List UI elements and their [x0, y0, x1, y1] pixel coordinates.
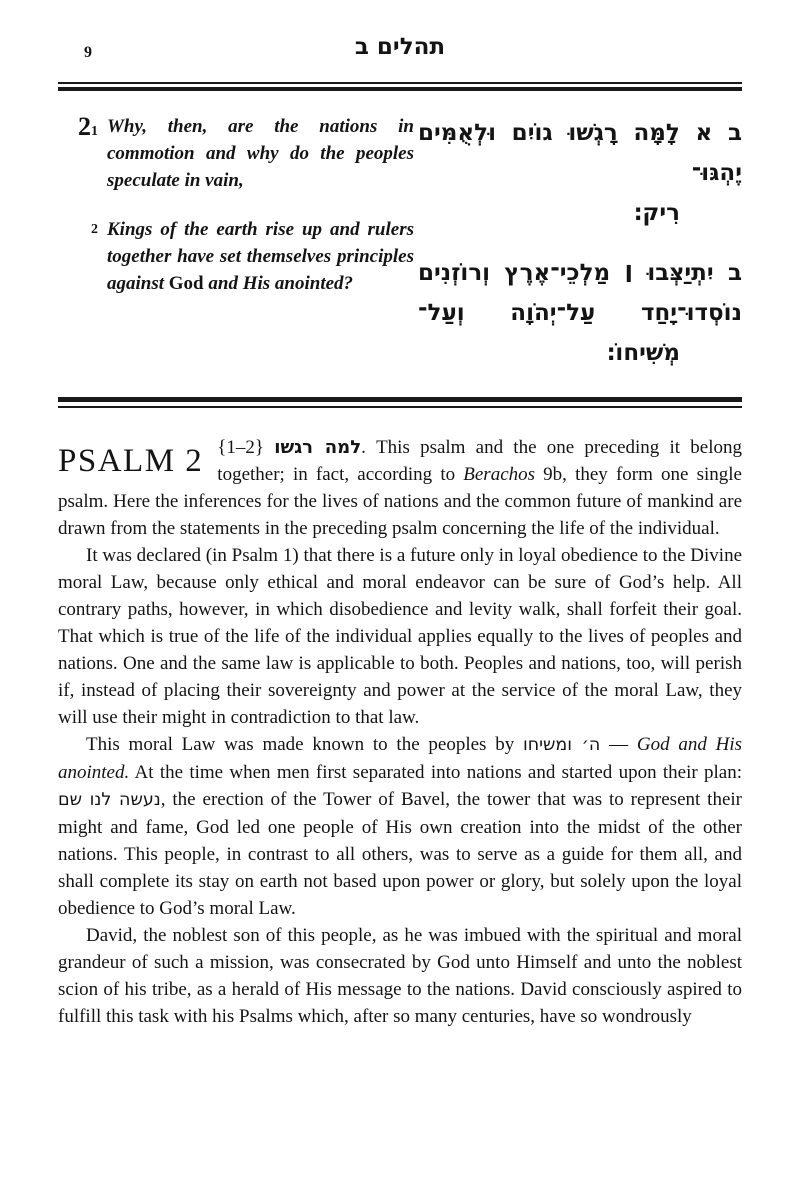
text-run: {1–2} — [217, 437, 275, 458]
chapter-number: 2 — [78, 112, 91, 141]
hebrew-text-column — [418, 113, 742, 373]
text-run: . This psalm and the one preceding it belong together; in fact, according to — [217, 437, 742, 485]
text-run: David, the noblest son of this people, as he was imbued with the spiritual and moral grandeur of such a mission, was consecrated by God unto Himself and unto the noblest scion of his tribe, as a herald of His message to the nations. David consciously aspired to fulfill this task with his Psalms which, after so many centuries, have so wondrously — [58, 925, 742, 1027]
text-run: Why, then, are the nations in commotion and why do the peoples speculate in vain, — [107, 116, 414, 191]
text-run: God — [168, 273, 204, 294]
hebrew-verse-line: רִיק׃ — [633, 200, 680, 226]
text-run: נעשה לנו שם — [58, 790, 161, 810]
header-title-hebrew: תהלים ב — [354, 34, 446, 60]
verse-2-english-text — [107, 216, 414, 297]
verse-1-hebrew-text — [418, 113, 742, 233]
text-run: and His anointed? — [203, 273, 354, 294]
hebrew-verse-line: נוֹסְדוּ־יָחַד עַל־יְהֹוָה וְעַל־ — [418, 300, 742, 326]
text-run: 9b, they form one single psalm. Here the inferences for the lives of nations and the common future of mankind are drawn from the statements in the preceding psalm concerning the life of the individual. — [58, 464, 742, 539]
text-run: This moral Law was made known to the peoples by — [86, 734, 523, 755]
divider-thick-line — [58, 397, 742, 402]
commentary-section — [58, 434, 742, 1030]
header-rule-thick-line — [58, 87, 742, 91]
hebrew-verse-line: מְשִׁיחוֹ׃ — [606, 340, 680, 366]
text-run: — — [600, 734, 637, 755]
psalm-heading: PSALM 2 — [58, 443, 204, 479]
text-run: Kings of the earth rise up and rulers together have set themselves principles against — [107, 219, 414, 294]
section-divider — [58, 397, 742, 408]
hebrew-verse-line: ב יִתְיַצְּבוּ ׀ מַלְכֵי־אֶרֶץ וְרוֹזְנִים — [418, 260, 742, 286]
hebrew-verse-line: ב א לָמָּה רָגְשׁוּ גוֹיִם וּלְאֻמִּים יֶהְגּוּ־ — [418, 120, 742, 186]
header-rule — [58, 82, 742, 91]
commentary-paragraph-2 — [58, 542, 742, 731]
verse-1-numbers — [58, 113, 107, 194]
divider-thin-line — [58, 406, 742, 408]
text-run: At the time when men first separated into nations and started upon their plan: — [129, 762, 742, 783]
verse-number: 1 — [91, 124, 98, 139]
verse-1-english — [58, 113, 414, 194]
verse-1-english-text — [107, 113, 414, 194]
verse-section — [58, 113, 742, 373]
commentary-paragraph-4 — [58, 922, 742, 1030]
page-number: 9 — [84, 44, 92, 61]
text-run: Berachos — [463, 464, 536, 485]
verse-2-numbers — [58, 216, 107, 297]
text-run: ה׳ ומשיחו — [522, 735, 601, 755]
english-translation-column — [58, 113, 414, 373]
text-run: למה רגשו — [274, 437, 362, 458]
text-run: , the erection of the Tower of Bavel, the tower that was to represent their might and fame, God led one people of His own creation into the midst of the other nations. This people, in contrast to all others, was to serve as a guide for them all, and shall complete its stay on earth not based upon power or glory, but solely upon the loyal obedience to God’s moral Law. — [58, 789, 742, 919]
verse-2-english — [58, 216, 414, 297]
text-run: God and His anointed. — [58, 734, 742, 783]
header-rule-thin-line — [58, 82, 742, 84]
verse-2-hebrew-text — [418, 253, 742, 373]
commentary-paragraph-3 — [58, 731, 742, 922]
page-header — [58, 34, 742, 78]
text-run: It was declared (in Psalm 1) that there is a future only in loyal obedience to the Divine moral Law, because only ethical and moral endeavor can be sure of God’s help. All contrary paths, however, in which disobedience and levity walk, shall forfeit their goal. That which is true of the life of the individual applies equally to the lives of peoples and nations. One and the same law is applicable to both. Peoples and nations, too, will perish if, instead of placing their sovereignty and power at the service of the moral Law, they will use their might in contradiction to that law. — [58, 545, 742, 728]
verse-number: 2 — [91, 222, 98, 237]
